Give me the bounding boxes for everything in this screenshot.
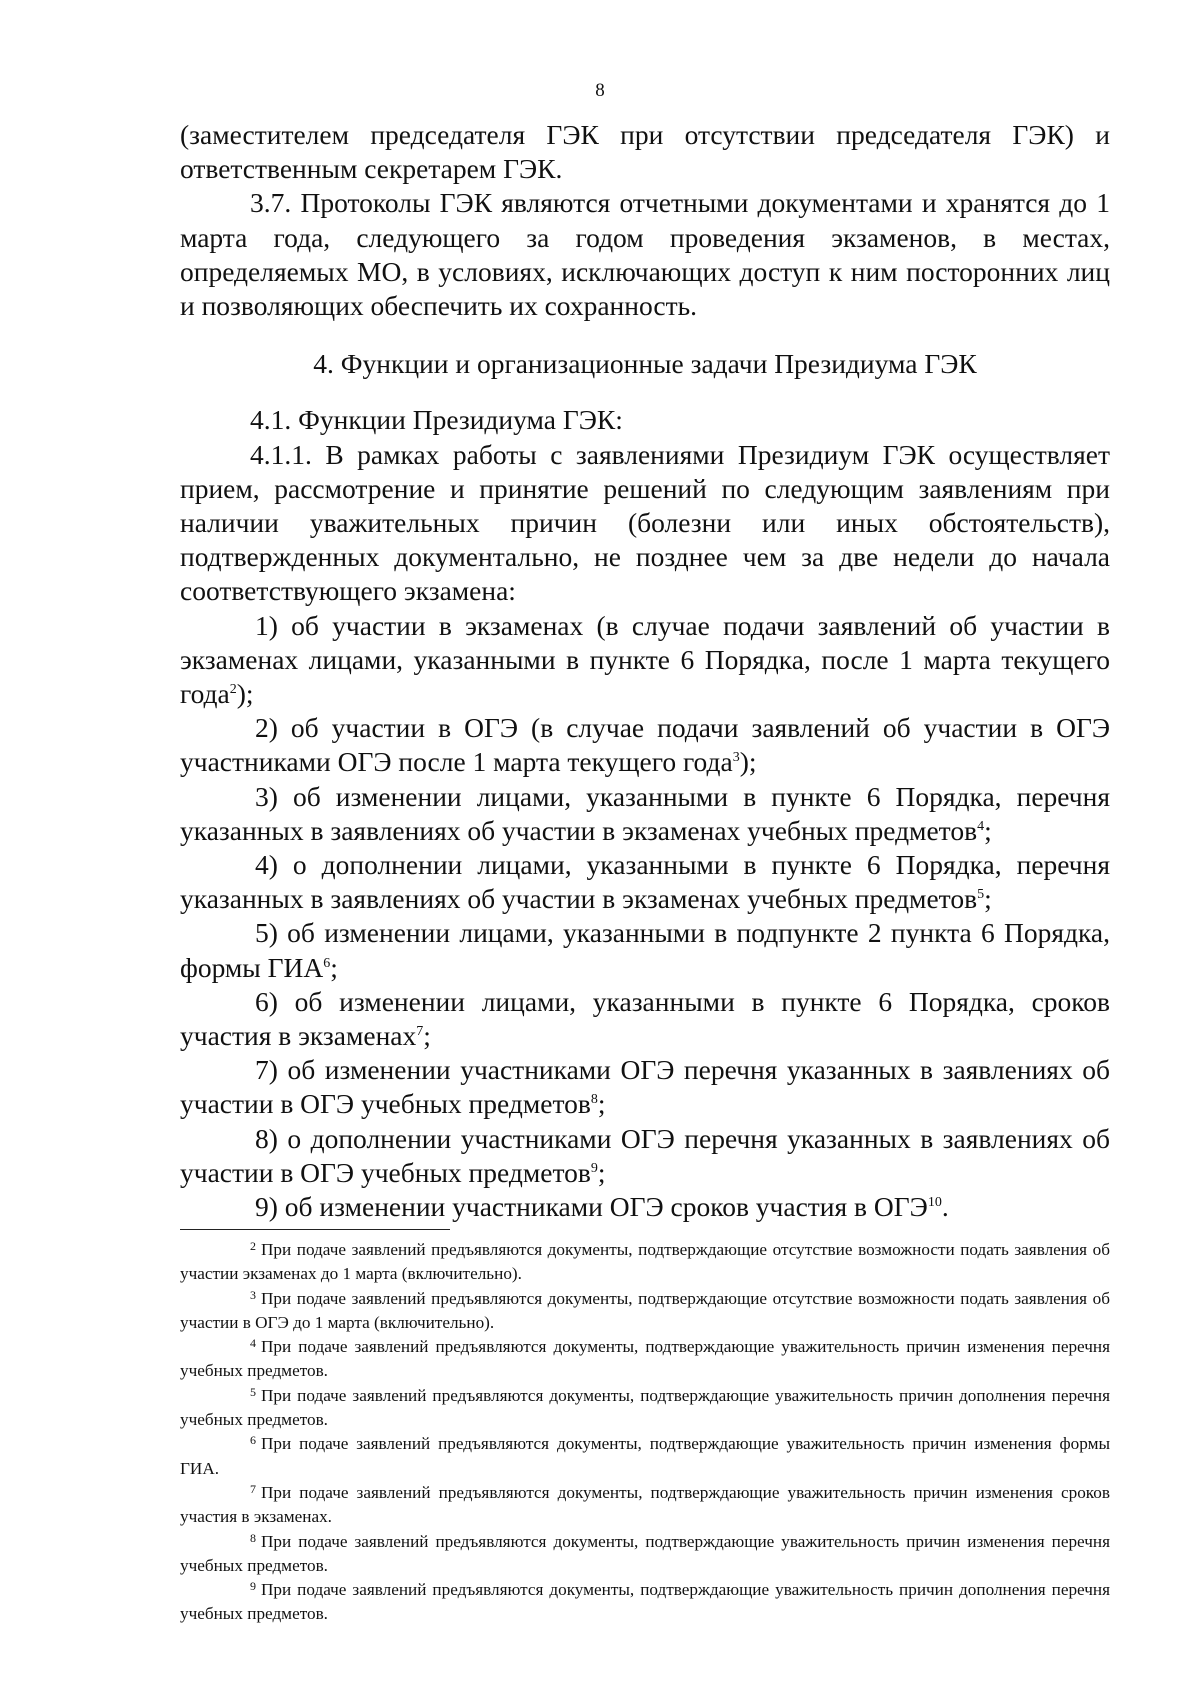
footnote-ref: 3 (732, 750, 740, 766)
footnote-text: При подаче заявлений предъявляются документы, подтверждающие уважительность причин изменения перечня учебных предметов. (180, 1337, 1110, 1381)
list-item-text: 1) об участии в экзаменах (в случае подачи заявлений об участии в экзаменах лицами, указанными в пункте 6 Порядка, после 1 марта текущего года (180, 609, 1110, 710)
list-item-tail: ; (984, 814, 992, 846)
list-item-text: 5) об изменении лицами, указанными в подпункте 2 пункта 6 Порядка, формы ГИА (180, 917, 1110, 983)
footnote-ref: 6 (323, 955, 331, 971)
footnote (180, 1384, 1110, 1433)
list-item-tail: ); (236, 678, 254, 710)
list-item-tail: ; (330, 951, 338, 983)
footnote-ref: 7 (416, 1023, 424, 1039)
footnote-number: 2 (250, 1239, 256, 1253)
page-number: 8 (595, 80, 605, 101)
list-item-text: 6) об изменении лицами, указанными в пункте 6 Порядка, сроков участия в экзаменах (180, 985, 1110, 1052)
footnotes (180, 1238, 1110, 1627)
list-item-tail: ; (597, 1156, 606, 1188)
footnote (180, 1238, 1110, 1287)
list-item-text: 8) о дополнении участниками ОГЭ перечня указанных в заявлениях об участии в ОГЭ учебных предметов (180, 1122, 1110, 1188)
footnote (180, 1432, 1110, 1481)
list-item (180, 1190, 1110, 1224)
footnote-text: При подаче заявлений предъявляются документы, подтверждающие уважительность причин изменения формы ГИА. (180, 1434, 1110, 1478)
footnote-number: 9 (250, 1579, 256, 1594)
footnote-text: При подаче заявлений предъявляются документы, подтверждающие уважительность причин дополнения перечня учебных предметов. (180, 1580, 1110, 1624)
footnote-number: 7 (250, 1481, 256, 1496)
footnote-text: При подаче заявлений предъявляются документы, подтверждающие отсутствие возможности подать заявления об участии в ОГЭ до 1 марта (включительно). (180, 1288, 1110, 1332)
footnote-text: При подаче заявлений предъявляются документы, подтверждающие уважительность причин изменения перечня учебных предметов. (180, 1531, 1110, 1575)
list-item-text: 3) об изменении лицами, указанными в пункте 6 Порядка, перечня указанных в заявлениях об участии в экзаменах учебных предметов (180, 780, 1110, 846)
footnote (180, 1481, 1110, 1530)
list-item-tail: ); (739, 746, 757, 778)
list-item-tail: ; (984, 883, 992, 915)
paragraph-4-1: 4.1. Функции Президиума ГЭК: (250, 404, 623, 436)
footnote-ref: 2 (229, 681, 237, 697)
list-item (180, 780, 1110, 848)
paragraph-continuation: (заместителем председателя ГЭК при отсутствии председателя ГЭК) и ответственным секретарем ГЭК. (180, 119, 1110, 185)
list-item-text: 7) об изменении участниками ОГЭ перечня указанных в заявлениях об участии в ОГЭ учебных предметов (180, 1054, 1110, 1120)
footnote-number: 8 (250, 1530, 256, 1545)
footnote-number: 3 (250, 1287, 256, 1302)
list-item (180, 1053, 1110, 1121)
footnote-ref: 4 (977, 818, 985, 834)
list-item-tail: . (941, 1191, 949, 1223)
footnote-number: 5 (250, 1384, 256, 1399)
footnote-number: 4 (250, 1336, 256, 1351)
footnote-ref: 5 (977, 887, 985, 903)
list-item-text: 2) об участии в ОГЭ (в случае подачи заявлений об участии в ОГЭ участниками ОГЭ после 1 марта текущего года (180, 712, 1110, 778)
list-item (180, 848, 1110, 916)
paragraph-4-1-1: 4.1.1. В рамках работы с заявлениями Президиум ГЭК осуществляет прием, рассмотрение и принятие решений по следующим заявлениям при наличии уважительных причин (болезни или иных обстоятельств), подтвержденных документально, не позднее чем за две недели до начала соответствующего экзамена: (180, 438, 1110, 607)
section-4-heading: 4. Функции и организационные задачи Президиума ГЭК (313, 348, 977, 380)
list-item (180, 609, 1110, 712)
footnote-ref: 8 (590, 1092, 598, 1108)
footnote-ref: 9 (590, 1160, 598, 1176)
list-item (180, 1122, 1110, 1190)
footnote-text: При подаче заявлений предъявляются документы, подтверждающие отсутствие возможности подать заявления об участии экзаменах до 1 марта (включительно). (180, 1240, 1110, 1284)
footnote (180, 1287, 1110, 1336)
list-item (180, 985, 1110, 1053)
footnote-ref: 10 (927, 1194, 942, 1210)
footnote-text: При подаче заявлений предъявляются документы, подтверждающие уважительность причин дополнения перечня учебных предметов. (180, 1385, 1110, 1430)
list-item-text: 9) об изменении участниками ОГЭ сроков участия в ОГЭ (255, 1191, 928, 1223)
paragraph-3-7: 3.7. Протоколы ГЭК являются отчетными документами и хранятся до 1 марта года, следующего за годом проведения экзаменов, в местах, определяемых МО, в условиях, исключающих доступ к ним посторонних лиц и позволяющих обеспечить их сохранность. (180, 187, 1110, 322)
list-item (180, 711, 1110, 779)
list-item (180, 916, 1110, 984)
footnote-separator (180, 1229, 450, 1230)
footnote (180, 1335, 1110, 1384)
footnote-text: При подаче заявлений предъявляются документы, подтверждающие уважительность причин изменения сроков участия в экзаменах. (180, 1482, 1110, 1527)
list-item-tail: ; (597, 1088, 606, 1120)
footnote (180, 1578, 1110, 1627)
body-text (180, 118, 1110, 1224)
footnote (180, 1530, 1110, 1579)
list-item-tail: ; (423, 1020, 431, 1052)
footnote-number: 6 (250, 1433, 256, 1448)
list-item-text: 4) о дополнении лицами, указанными в пункте 6 Порядка, перечня указанных в заявлениях об участии в экзаменах учебных предметов (180, 849, 1110, 915)
